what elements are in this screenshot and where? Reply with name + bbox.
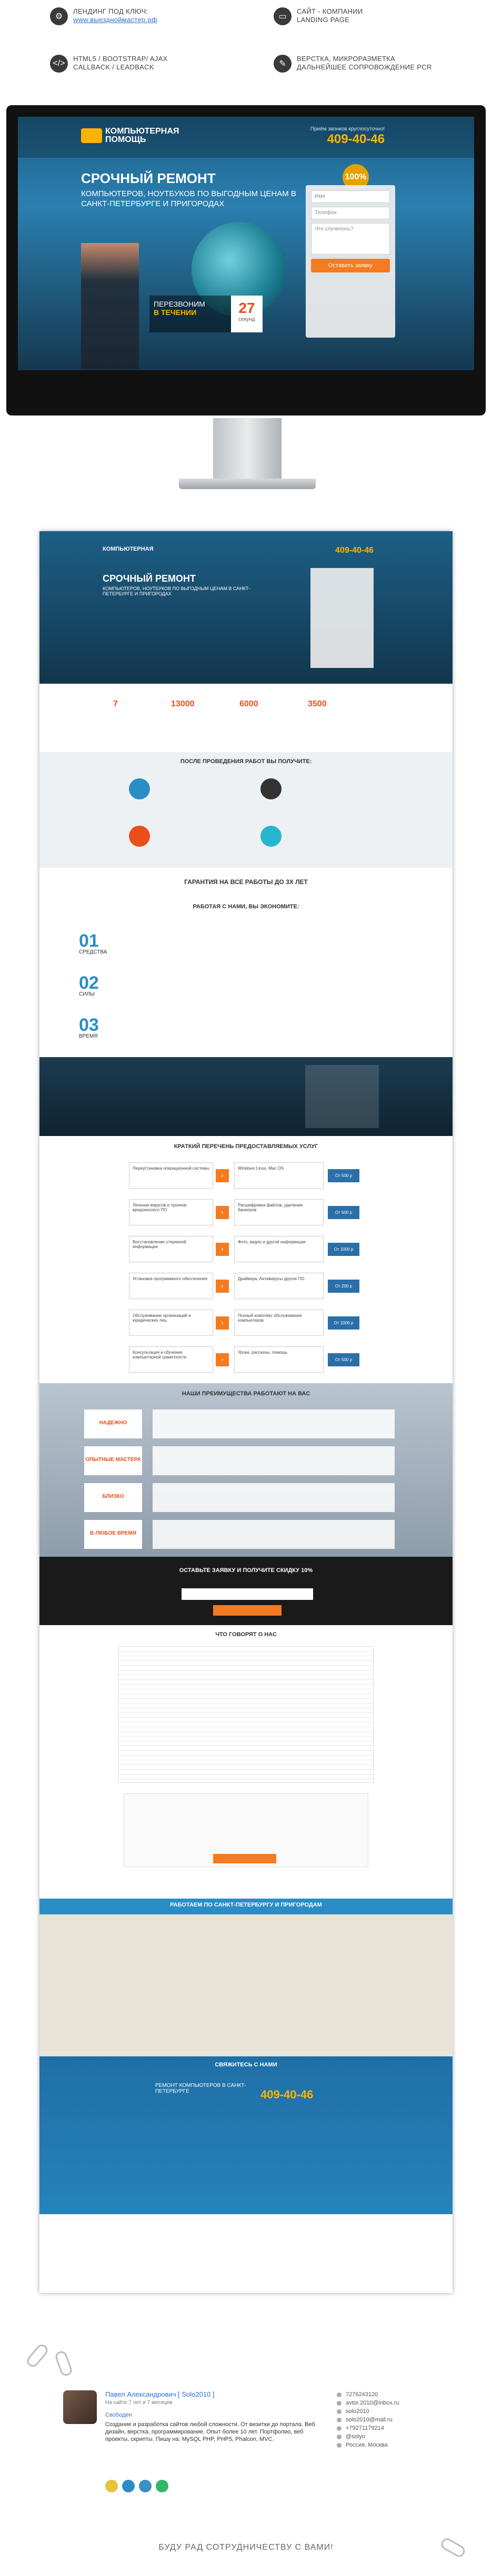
service-row: Обслуживание организаций и юридических лиц › Полный комплекс обслуживания компьютеров От 1000 р [129, 1307, 371, 1338]
step-number: 01 [79, 931, 99, 951]
social-icon[interactable] [122, 2480, 135, 2492]
adv-label: В ЛЮБОЕ ВРЕМЯ [84, 1520, 142, 1549]
service-row: Установка программного обеспечения › Драйвера, Антивирусы другое ПО От 200 р [129, 1270, 371, 1302]
submit-button[interactable]: Оставить заявку [311, 259, 390, 272]
adv-title: НАШИ ПРЕИМУЩЕСТВА РАБОТАЮТ НА ВАС [182, 1391, 310, 1397]
logo-text: КОМПЬЮТЕРНАЯ [105, 127, 179, 136]
arrow-icon: › [216, 1316, 229, 1330]
bio-heading: Свободен [105, 2412, 132, 2418]
info-label: CALLBACK / LEADBACK [73, 63, 154, 71]
reviews-title: ЧТО ГОВОРЯТ О НАС [215, 1631, 277, 1638]
preview-stats: 7 13000 6000 3500 [39, 684, 453, 752]
arrow-icon: › [216, 1243, 229, 1256]
hero-title: СРОЧНЫЙ РЕМОНТ [81, 170, 216, 186]
preview-dark-band [39, 1057, 453, 1136]
mail-icon [337, 2418, 342, 2422]
callback-button[interactable] [213, 1605, 282, 1616]
timer-unit: секунд [238, 317, 255, 322]
steps-title: РАБОТАЯ С НАМИ, ВЫ ЭКОНОМИТЕ: [193, 904, 299, 910]
author-status: На сайте 7 лет и 7 месяцев [105, 2400, 173, 2406]
arrow-icon: › [216, 1353, 229, 1366]
logo-icon [81, 128, 102, 143]
city-map[interactable] [39, 1914, 453, 2056]
step-number: 02 [79, 973, 99, 993]
site-logo[interactable] [81, 127, 179, 144]
social-icon[interactable] [156, 2480, 168, 2492]
header-phone[interactable] [310, 126, 385, 147]
preview-reviews [39, 1625, 453, 1899]
thanks-text: БУДУ РАД СОТРУДНИЧЕСТВУ С ВАМИ! [158, 2543, 334, 2552]
preview-callback [39, 1557, 453, 1625]
dark-band-form[interactable] [305, 1065, 379, 1128]
price-button[interactable]: От 500 р [328, 1206, 359, 1219]
code-icon: </> [50, 55, 68, 73]
info-item-site [274, 7, 363, 25]
preview-steps [39, 899, 453, 1057]
service-row: Лечение вирусов и троянов вредоносного ПО › Расшифровка файлов, удаление баннеров От 500 р [129, 1196, 371, 1228]
price-button[interactable]: От 1000 р [328, 1243, 359, 1256]
preview-contact [39, 2056, 453, 2293]
service-row: Восстановление утерянной информации › Фото, видео и другой информации От 1000 р [129, 1233, 371, 1265]
preview-advantages [39, 1383, 453, 1557]
info-label: ДАЛЬНЕЙШЕЕ СОПРОВОЖДЕНИЕ PCR [297, 63, 432, 71]
callback-input[interactable] [182, 1588, 313, 1600]
info-label: HTML5 / BOOTSTRAP/ AJAX [73, 55, 168, 63]
adv-label: НАДЕЖНО [84, 1409, 142, 1438]
info-label: ЛЕНДИНГ ПОД КЛЮЧ: [73, 7, 148, 15]
social-icons [105, 2480, 168, 2492]
author-profile [63, 2390, 431, 2517]
location-icon [337, 2443, 342, 2448]
request-form [306, 185, 395, 338]
arrow-icon: › [216, 1280, 229, 1293]
monitor-stand [213, 418, 282, 481]
timer-label: В ТЕЧЕНИИ [154, 308, 197, 317]
gear-icon: ⚙ [50, 7, 68, 25]
skype-icon [337, 2409, 342, 2414]
preview-footer [39, 2214, 453, 2293]
arrow-icon: › [216, 1169, 229, 1182]
step-label: ВРЕМЯ [79, 1033, 98, 1039]
hero-subtitle: КОМПЬЮТЕРОВ, НОУТБУКОВ ПО ВЫГОДНЫМ ЦЕНАМ В САНКТ-ПЕТЕРБУРГЕ И ПРИГОРОДАХ [81, 189, 296, 208]
author-bio [105, 2411, 326, 2443]
monitor-icon: ▭ [274, 7, 292, 25]
preview-logo: КОМПЬЮТЕРНАЯ [103, 546, 154, 552]
guarantee-title: ГАРАНТИЯ НА ВСЕ РАБОТЫ ДО 3Х ЛЕТ [184, 878, 308, 886]
timer-value: 27 секунд [231, 296, 263, 332]
preview-form[interactable] [310, 568, 374, 668]
monitor-base [179, 479, 316, 489]
price-button[interactable]: От 500 р [328, 1169, 359, 1182]
preview-map [39, 1899, 453, 2056]
review-submit-button[interactable] [213, 1854, 276, 1863]
problem-field[interactable]: Что случилось? [311, 223, 390, 255]
footer-logo: РЕМОНТ КОМПЬЮТЕРОВ В САНКТ-ПЕТЕРБУРГЕ [155, 2083, 246, 2094]
info-item-support [274, 55, 432, 73]
landing-page-preview [39, 531, 453, 2293]
paperclip-icon [54, 2350, 73, 2378]
price-button[interactable]: От 1000 р [328, 1316, 359, 1330]
preview-hero [39, 531, 453, 684]
author-name[interactable]: Павел Александрович [ Solo2010 ] [105, 2390, 215, 2398]
adv-label: БЛИЗКО [84, 1483, 142, 1512]
technician-image [81, 243, 139, 369]
phone-icon [337, 2392, 342, 2397]
timer-label: ПЕРЕЗВОНИМ [154, 300, 205, 308]
hero-screen [18, 117, 474, 370]
footer-phone[interactable]: 409-40-46 [260, 2088, 314, 2101]
preview-guarantee [39, 868, 453, 899]
name-field[interactable]: Имя [311, 190, 390, 203]
map-title: РАБОТАЕМ ПО САНКТ-ПЕТЕРБУРГУ И ПРИГОРОДАМ [170, 1902, 322, 1908]
paperclip-icon [25, 2342, 50, 2369]
phone-icon [337, 2426, 342, 2431]
computer-icon [260, 778, 282, 799]
info-item-tech [50, 55, 168, 73]
social-icon[interactable] [139, 2480, 152, 2492]
speed-icon [260, 826, 282, 847]
phone-number[interactable]: 409-40-46 [327, 132, 385, 146]
reviews-text [118, 1646, 374, 1783]
contact-title: СВЯЖИТЕСЬ С НАМИ [215, 2062, 277, 2068]
preview-services [39, 1136, 453, 1383]
hero-heading [81, 170, 302, 209]
info-label: САЙТ - КОМПАНИИ [297, 7, 363, 15]
guarantee-badge: 100% [343, 164, 369, 190]
service-row: Консультация и обучение компьютерной грамотности › Уроки, рассказы, помощь От 500 р [129, 1344, 371, 1375]
wrench-icon: ✎ [274, 55, 292, 73]
preview-title: СРОЧНЫЙ РЕМОНТ [103, 573, 196, 584]
social-icon[interactable] [105, 2480, 118, 2492]
monitor-frame [6, 105, 486, 415]
services-title: КРАТКИЙ ПЕРЕЧЕНЬ ПРЕДОСТАВЛЯЕМЫХ УСЛУГ [174, 1143, 318, 1150]
info-item-landing [50, 7, 157, 25]
shield-icon [129, 778, 150, 799]
avatar [63, 2390, 97, 2424]
service-row: Переустановка операционной системы › Windows Linux, Mac OS От 500 р [129, 1160, 371, 1191]
logo-text: ПОМОЩЬ [105, 135, 146, 144]
callback-timer [149, 296, 255, 332]
features-title: ПОСЛЕ ПРОВЕДЕНИЯ РАБОТ ВЫ ПОЛУЧИТЕ: [180, 758, 312, 765]
step-label: СРЕДСТВА [79, 949, 107, 955]
step-label: СИЛЫ [79, 991, 95, 997]
lock-icon [129, 826, 150, 847]
adv-label: ОПЫТНЫЕ МАСТЕРА [84, 1446, 142, 1475]
price-button[interactable]: От 200 р [328, 1280, 359, 1293]
bio-text: Создание и разработка сайтов любой сложности. От визитки до портала. Веб дизайн, верстка, программирование. Опыт более 10 лет. Портфолио, веб проекты, скрипты. Пишу на: MySQL PHP, PHP5, Phalcon, MVC. [105, 2421, 315, 2442]
mail-icon [337, 2401, 342, 2406]
price-button[interactable]: От 500 р [328, 1353, 359, 1366]
project-info [0, 7, 492, 81]
phone-field[interactable]: Телефон [311, 207, 390, 219]
step-number: 03 [79, 1015, 99, 1035]
site-link[interactable]: www.выездноймастер.рф [73, 16, 157, 24]
info-label: ВЕРСТКА, МИКРОРАЗМЕТКА [297, 55, 395, 63]
callback-title: ОСТАВЬТЕ ЗАЯВКУ И ПОЛУЧИТЕ СКИДКУ 10% [179, 1567, 313, 1574]
preview-features [39, 752, 453, 868]
preview-phone[interactable]: 409-40-46 [335, 546, 374, 555]
preview-subtitle: КОМПЬЮТЕРОВ, НОУТБУКОВ ПО ВЫГОДНЫМ ЦЕНАМ В САНКТ-ПЕТЕРБУРГЕ И ПРИГОРОДАХ [103, 586, 250, 596]
arrow-icon: › [216, 1206, 229, 1219]
phone-caption: Приём звонков круглосуточно! [310, 126, 385, 132]
contact-list: 7276243120 avtor.2010@inbox.ru solo2010 solo2010@mail.ru +79271179214 @solyo Россия, Москва [337, 2390, 399, 2449]
telegram-icon [337, 2435, 342, 2439]
info-label: LANDING PAGE [297, 16, 350, 24]
